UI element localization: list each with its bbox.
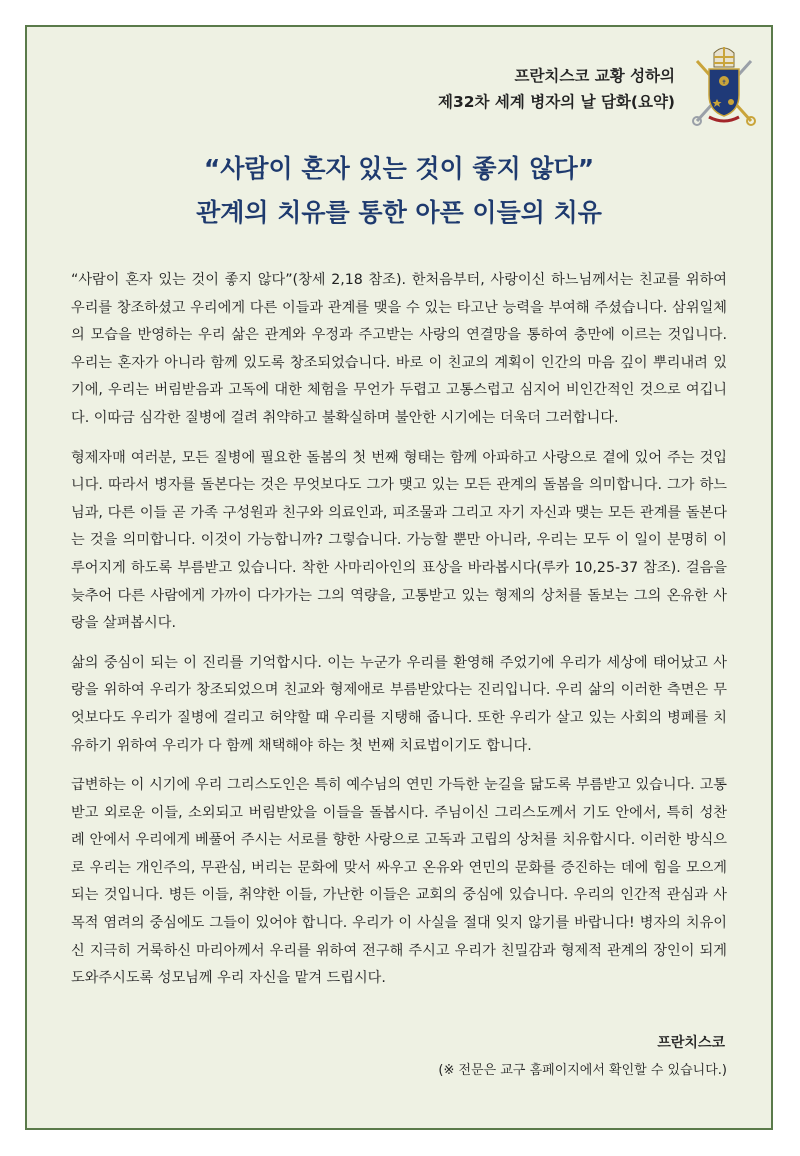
document-title (27, 147, 771, 235)
paragraph: 삶의 중심이 되는 이 진리를 기억합시다. 이는 누군가 우리를 환영해 주었기에 우리가 세상에 태어났고 사랑을 위하여 우리가 창조되었으며 친교와 형제애로 부름받았다는 진리입니다. 우리 삶의 이러한 측면은 무엇보다도 우리가 질병에 걸리고 허약할 때 우리를 지탱해 줍니다. 또한 우리가 살고 있는 사회의 병폐를 치유하기 위하여 우리가 다 함께 채택해야 하는 첫 번째 치료법이기도 합니다. (71, 654, 727, 754)
footnote: (※ 전문은 교구 홈페이지에서 확인할 수 있습니다.) (438, 1063, 727, 1078)
document-frame (25, 25, 773, 1130)
title-line-2: 관계의 치유를 통한 아픈 이들의 치유 (196, 198, 602, 227)
papal-coat-of-arms-icon (689, 41, 759, 127)
document-body (71, 267, 727, 1005)
paragraph: 형제자매 여러분, 모든 질병에 필요한 돌봄의 첫 번째 형태는 함께 아파하고 사랑으로 곁에 있어 주는 것입니다. 따라서 병자를 돌본다는 것은 무엇보다도 그가 맺고 있는 모든 관계의 돌봄을 의미합니다. 그가 하느님과, 다른 이들 곧 가족 구성원과 친구와 의료인과, 피조물과 그리고 자기 자신과 맺는 모든 관계를 돌본다는 것을 의미합니다. 이것이 가능합니까? 그렇습니다. 가능할 뿐만 아니라, 우리는 모두 이 일이 분명히 이루어지게 하도록 부름받고 있습니다. 착한 사마리아인의 표상을 바라봅시다(루카 10,25-37 참조). 걸음을 늦추어 다른 사람에게 가까이 다가가는 그의 역량을, 고통받고 있는 형제의 상처를 돌보는 그의 온유한 사랑을 살펴봅시다. (71, 449, 727, 632)
signature: 프란치스코 (657, 1035, 725, 1051)
header-line-2: 제32차 세계 병자의 날 담화(요약) (438, 93, 675, 111)
paragraph: 급변하는 이 시기에 우리 그리스도인은 특히 예수님의 연민 가득한 눈길을 닮도록 부름받고 있습니다. 고통받고 외로운 이들, 소외되고 버림받았을 이들을 돌봅시다. 주님이신 그리스도께서 기도 안에서, 특히 성찬례 안에서 우리에게 베풀어 주시는 서로를 향한 사랑으로 고독과 고립의 상처를 치유합시다. 이러한 방식으로 우리는 개인주의, 무관심, 버리는 문화에 맞서 싸우고 온유와 연민의 문화를 증진하는 데에 힘을 모으게 되는 것입니다. 병든 이들, 취약한 이들, 가난한 이들은 교회의 중심에 있습니다. 우리의 인간적 관심과 사목적 염려의 중심에도 그들이 있어야 합니다. 우리가 이 사실을 절대 잊지 않기를 바랍니다! 병자의 치유이신 지극히 거룩하신 마리아께서 우리를 위하여 전구해 주시고 우리가 친밀감과 형제적 관계의 장인이 되게 도와주시도록 성모님께 우리 자신을 맡겨 드립시다. (71, 777, 727, 987)
title-line-1: “사람이 혼자 있는 것이 좋지 않다” (203, 154, 595, 183)
paragraph: “사람이 혼자 있는 것이 좋지 않다”(창세 2,18 참조). 한처음부터, 사랑이신 하느님께서는 친교를 위하여 우리를 창조하셨고 우리에게 다른 이들과 관계를 맺을 수 있는 타고난 능력을 부여해 주셨습니다. 삼위일체의 모습을 반영하는 우리 삶은 관계와 우정과 주고받는 사랑의 연결망을 통하여 충만에 이르는 것입니다. 우리는 혼자가 아니라 함께 있도록 창조되었습니다. 바로 이 친교의 계획이 인간의 마음 깊이 뿌리내려 있기에, 우리는 버림받음과 고독에 대한 체험을 무언가 두렵고 고통스럽고 심지어 비인간적인 것으로 여깁니다. 이따금 심각한 질병에 걸려 취약하고 불확실하며 불안한 시기에는 더욱더 그러합니다. (71, 272, 727, 426)
document-header (438, 63, 675, 115)
svg-text:✝: ✝ (721, 79, 727, 86)
header-line-1: 프란치스코 교황 성하의 (514, 67, 675, 85)
